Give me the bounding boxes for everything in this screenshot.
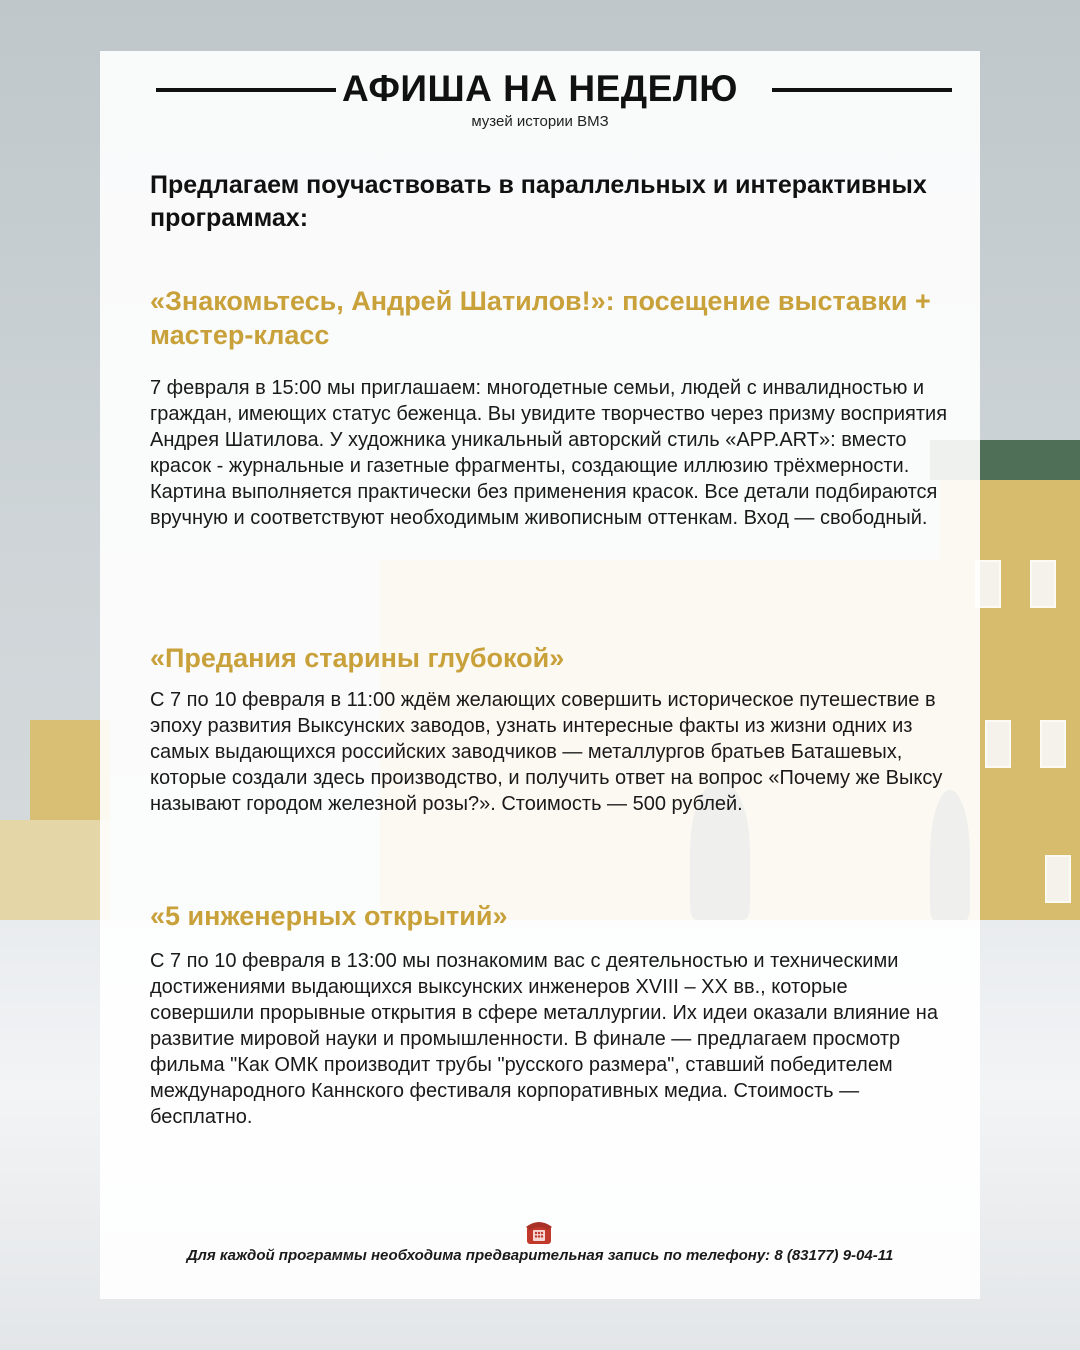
- event-description: С 7 по 10 февраля в 13:00 мы познакомим вас с деятельностью и техническими достижениями выдающихся выксунских инженеров XVIII – XX вв., которые совершили прорывные открытия в сфере металлургии. Их идеи оказали влияние на развитие мировой науки и промышленности. В финале — предлагаем просмотр фильма "Как ОМК производит трубы "русского размера", ставший победителем международного Каннского фестиваля корпоративных медиа. Стоимость — бесплатно.: [150, 950, 938, 1128]
- window: [1030, 560, 1056, 608]
- header: [100, 51, 980, 130]
- window: [985, 720, 1011, 768]
- building-left-low: [0, 820, 110, 920]
- window: [1045, 855, 1071, 903]
- intro-heading: Предлагаем поучаствовать в параллельных и интерактивных программах:: [150, 171, 927, 232]
- window: [1040, 720, 1066, 768]
- poster-card: [100, 51, 980, 1299]
- page-title: АФИША НА НЕДЕЛЮ: [342, 68, 738, 109]
- event-description: С 7 по 10 февраля в 11:00 ждём желающих совершить историческое путешествие в эпоху развития Выксунских заводов, узнать интересные факты из жизни одних из самых выдающихся российских заводчиков — металлургов братьев Баташевых, которые создали здесь производство, и получить ответ на вопрос «Почему же Выксу называют городом железной розы?». Стоимость — 500 рублей.: [150, 689, 943, 815]
- page-subtitle: музей истории ВМЗ: [471, 113, 609, 130]
- telephone-icon: [524, 1217, 554, 1247]
- event-description: 7 февраля в 15:00 мы приглашаем: многодетные семьи, людей с инвалидностью и граждан, имеющих статус беженца. Вы увидите творчество через призму восприятия Андрея Шатилова. У художника уникальный авторский стиль «APP.ART»: вместо красок - журнальные и газетные фрагменты, создающие иллюзию трёхмерности. Картина выполняется практически без применения красок. Все детали подбираются вручную и соответствуют необходимым живописным оттенкам. Вход — свободный.: [150, 377, 948, 529]
- booking-note: Для каждой программы необходима предварительная запись по телефону: 8 (83177) 9-04-11: [186, 1247, 894, 1264]
- event-title: «Предания старины глубокой»: [150, 643, 565, 673]
- event-title: «5 инженерных открытий»: [150, 901, 508, 931]
- event-title: «Знакомьтесь, Андрей Шатилов!»: посещение выставки + мастер-класс: [150, 286, 931, 350]
- title-rule-right: [772, 88, 952, 92]
